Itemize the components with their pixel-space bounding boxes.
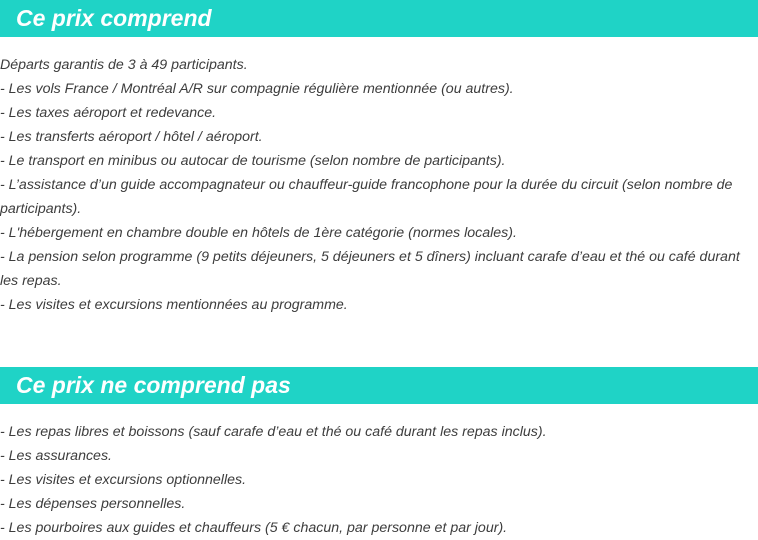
excluded-line: - Les dépenses personnelles. [0, 496, 186, 512]
excluded-section-title [0, 367, 758, 404]
included-line: - Les transferts aéroport / hôtel / aéroport. [0, 129, 263, 145]
included-section-title [0, 0, 758, 37]
included-line: - L'hébergement en chambre double en hôtels de 1ère catégorie (normes locales). [0, 225, 517, 241]
included-line: - Le transport en minibus ou autocar de tourisme (selon nombre de participants). [0, 153, 506, 169]
included-line: - L’assistance d’un guide accompagnateur ou chauffeur-guide francophone pour la durée du circuit (selon nombre de participants). [0, 177, 733, 217]
excluded-line: - Les assurances. [0, 448, 112, 464]
included-line: - Les visites et excursions mentionnées au programme. [0, 297, 348, 313]
excluded-line: - Les visites et excursions optionnelles. [0, 472, 247, 488]
included-list [0, 53, 752, 317]
included-title-text: Ce prix comprend [16, 5, 212, 31]
excluded-list [0, 420, 752, 540]
excluded-line: - Les pourboires aux guides et chauffeurs (5 € chacun, par personne et par jour). [0, 520, 508, 536]
included-line: - La pension selon programme (9 petits déjeuners, 5 déjeuners et 5 dîners) incluant carafe d’eau et thé ou café durant les repas. [0, 249, 740, 289]
excluded-line: - Les repas libres et boissons (sauf carafe d’eau et thé ou café durant les repas inclus). [0, 424, 547, 440]
included-line: Départs garantis de 3 à 49 participants. [0, 57, 248, 73]
excluded-title-text: Ce prix ne comprend pas [16, 372, 291, 398]
included-line: - Les vols France / Montréal A/R sur compagnie régulière mentionnée (ou autres). [0, 81, 514, 97]
included-line: - Les taxes aéroport et redevance. [0, 105, 217, 121]
